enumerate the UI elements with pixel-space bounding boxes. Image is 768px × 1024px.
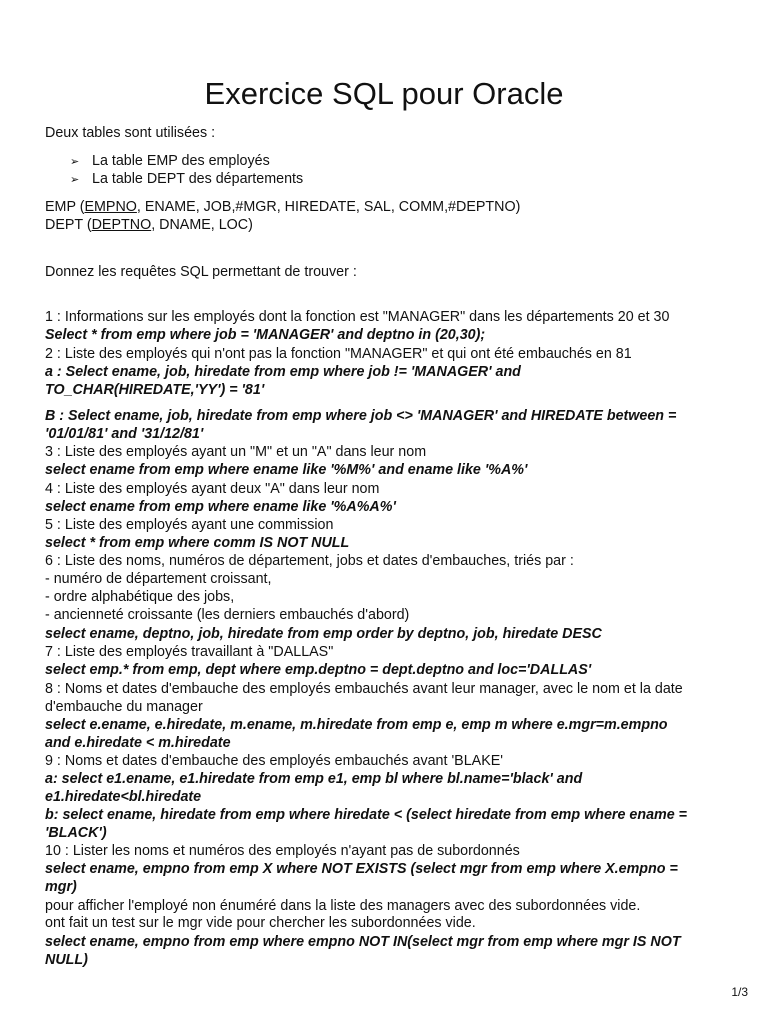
sql-query-line: select ename from emp where ename like '%M%' and ename like '%A%': [45, 462, 528, 478]
sql-query-line: B : Select ename, job, hiredate from emp where job <> 'MANAGER' and HIREDATE between =: [45, 408, 677, 424]
schema-prefix: EMP (: [45, 199, 85, 215]
question-line: pour afficher l'employé non énuméré dans la liste des managers avec des subordonnées vide.: [45, 898, 641, 914]
question-line: 7 : Liste des employés travaillant à "DALLAS": [45, 644, 334, 660]
emp-schema: [45, 198, 520, 216]
sql-query-line: a : Select ename, job, hiredate from emp where job != 'MANAGER' and: [45, 364, 521, 380]
sql-query-line: and e.hiredate < m.hiredate: [45, 735, 231, 751]
page-number: 1/3: [731, 985, 748, 999]
sql-query-line: select ename, empno from emp X where NOT EXISTS (select mgr from emp where X.empno =: [45, 861, 678, 877]
question-line: 10 : Lister les noms et numéros des employés n'ayant pas de subordonnés: [45, 843, 520, 859]
question-line: 2 : Liste des employés qui n'ont pas la fonction "MANAGER" et qui ont été embauchés en 81: [45, 346, 632, 362]
schema-rest: , DNAME, LOC): [151, 217, 253, 233]
sql-query-line: select emp.* from emp, dept where emp.deptno = dept.deptno and loc='DALLAS': [45, 662, 592, 678]
sql-query-line: '01/01/81' and '31/12/81': [45, 426, 204, 442]
sql-query-line: Select * from emp where job = 'MANAGER' and deptno in (20,30);: [45, 327, 486, 343]
sql-query-line: select * from emp where comm IS NOT NULL: [45, 535, 350, 551]
bullet-text: La table EMP des employés: [92, 153, 270, 169]
question-line: 6 : Liste des noms, numéros de département, jobs et dates d'embauches, triés par :: [45, 553, 574, 569]
question-line: 9 : Noms et dates d'embauche des employés embauchés avant 'BLAKE': [45, 753, 504, 769]
question-line: d'embauche du manager: [45, 699, 203, 715]
question-line: - numéro de département croissant,: [45, 571, 272, 587]
prompt-text: Donnez les requêtes SQL permettant de trouver :: [45, 264, 357, 280]
primary-key: EMPNO: [84, 199, 137, 215]
sql-query-line: 'BLACK'): [45, 825, 107, 841]
bullet-text: La table DEPT des départements: [92, 171, 304, 187]
sql-query-line: select ename, deptno, job, hiredate from emp order by deptno, job, hiredate DESC: [45, 626, 602, 642]
bullet-item: [70, 170, 303, 189]
sql-query-line: mgr): [45, 879, 77, 895]
dept-schema: [45, 216, 253, 234]
primary-key: DEPTNO: [91, 217, 152, 233]
question-line: 3 : Liste des employés ayant un "M" et un "A" dans leur nom: [45, 444, 427, 460]
question-line: 5 : Liste des employés ayant une commission: [45, 517, 334, 533]
bullet-item: [70, 152, 270, 171]
arrow-bullet-icon: ➢: [70, 174, 80, 186]
sql-query-line: NULL): [45, 952, 88, 968]
sql-query-line: e1.hiredate<bl.hiredate: [45, 789, 202, 805]
question-line: 4 : Liste des employés ayant deux "A" dans leur nom: [45, 481, 380, 497]
intro-text: Deux tables sont utilisées :: [45, 125, 216, 141]
sql-query-line: select ename, empno from emp where empno NOT IN(select mgr from emp where mgr IS NOT: [45, 934, 681, 950]
sql-query-line: a: select e1.ename, e1.hiredate from emp e1, emp bl where bl.name='black' and: [45, 771, 583, 787]
schema-prefix: DEPT (: [45, 217, 92, 233]
page-title: Exercice SQL pour Oracle: [204, 76, 564, 111]
question-line: 1 : Informations sur les employés dont la fonction est "MANAGER" dans les départements 20 et 30: [45, 309, 670, 325]
question-line: - ordre alphabétique des jobs,: [45, 589, 235, 605]
question-line: ont fait un test sur le mgr vide pour chercher les subordonnées vide.: [45, 915, 476, 931]
sql-query-line: TO_CHAR(HIREDATE,'YY') = '81': [45, 382, 265, 398]
schema-rest: , ENAME, JOB,#MGR, HIREDATE, SAL, COMM,#DEPTNO): [136, 199, 521, 215]
arrow-bullet-icon: ➢: [70, 156, 80, 168]
sql-query-line: select ename from emp where ename like '%A%A%': [45, 499, 396, 515]
question-line: 8 : Noms et dates d'embauche des employés embauchés avant leur manager, avec le nom et la date: [45, 681, 683, 697]
question-line: - ancienneté croissante (les derniers embauchés d'abord): [45, 607, 410, 623]
sql-query-line: select e.ename, e.hiredate, m.ename, m.hiredate from emp e, emp m where e.mgr=m.empno: [45, 717, 668, 733]
sql-query-line: b: select ename, hiredate from emp where hiredate < (select hiredate from emp where ename =: [45, 807, 688, 823]
